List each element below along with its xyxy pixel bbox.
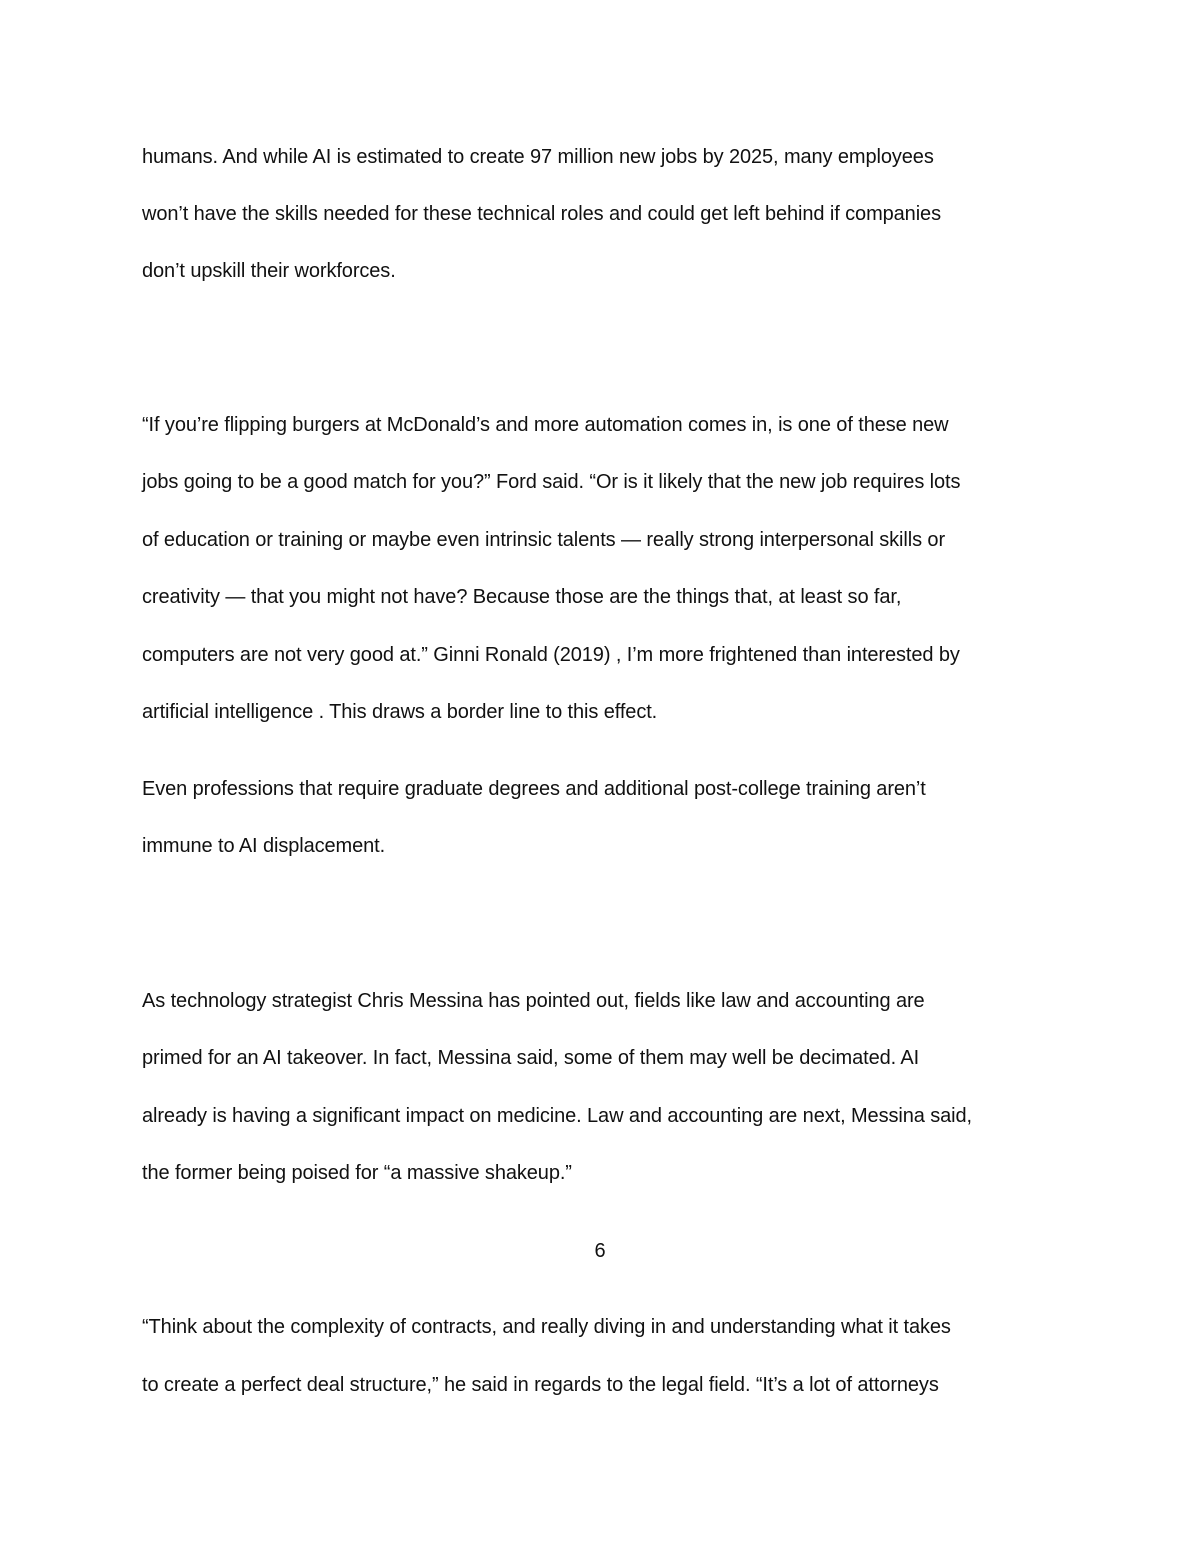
paragraph-3-line-2: immune to AI displacement. (142, 835, 386, 857)
paragraph-2-line-3: of education or training or maybe even intrinsic talents — really strong interpersonal skills or (142, 529, 946, 551)
paragraph-3-line-1: Even professions that require graduate degrees and additional post-college training aren’t (142, 778, 926, 800)
paragraph-2-line-6: artificial intelligence . This draws a border line to this effect. (142, 701, 658, 723)
paragraph-4-line-1: As technology strategist Chris Messina has pointed out, fields like law and accounting are (142, 990, 925, 1012)
paragraph-4-line-3: already is having a significant impact on medicine. Law and accounting are next, Messina said, (142, 1105, 972, 1127)
paragraph-2-line-1: “If you’re flipping burgers at McDonald’s and more automation comes in, is one of these new (142, 414, 949, 436)
paragraph-4-line-4: the former being poised for “a massive shakeup.” (142, 1162, 572, 1184)
paragraph-1-line-1: humans. And while AI is estimated to create 97 million new jobs by 2025, many employees (142, 146, 934, 168)
paragraph-5-line-1: “Think about the complexity of contracts, and really diving in and understanding what it takes (142, 1316, 951, 1338)
page-number: 6 (594, 1240, 606, 1262)
paragraph-4-line-2: primed for an AI takeover. In fact, Messina said, some of them may well be decimated. AI (142, 1047, 920, 1069)
paragraph-5-line-2: to create a perfect deal structure,” he said in regards to the legal field. “It’s a lot of attorneys (142, 1374, 939, 1396)
paragraph-2-line-5: computers are not very good at.” Ginni Ronald (2019) , I’m more frightened than interested by (142, 644, 960, 666)
paragraph-2-line-4: creativity — that you might not have? Because those are the things that, at least so far, (142, 586, 902, 608)
paragraph-1-line-3: don’t upskill their workforces. (142, 260, 396, 282)
paragraph-2-line-2: jobs going to be a good match for you?” Ford said. “Or is it likely that the new job requires lots (142, 471, 961, 493)
paragraph-1-line-2: won’t have the skills needed for these technical roles and could get left behind if companies (142, 203, 941, 225)
